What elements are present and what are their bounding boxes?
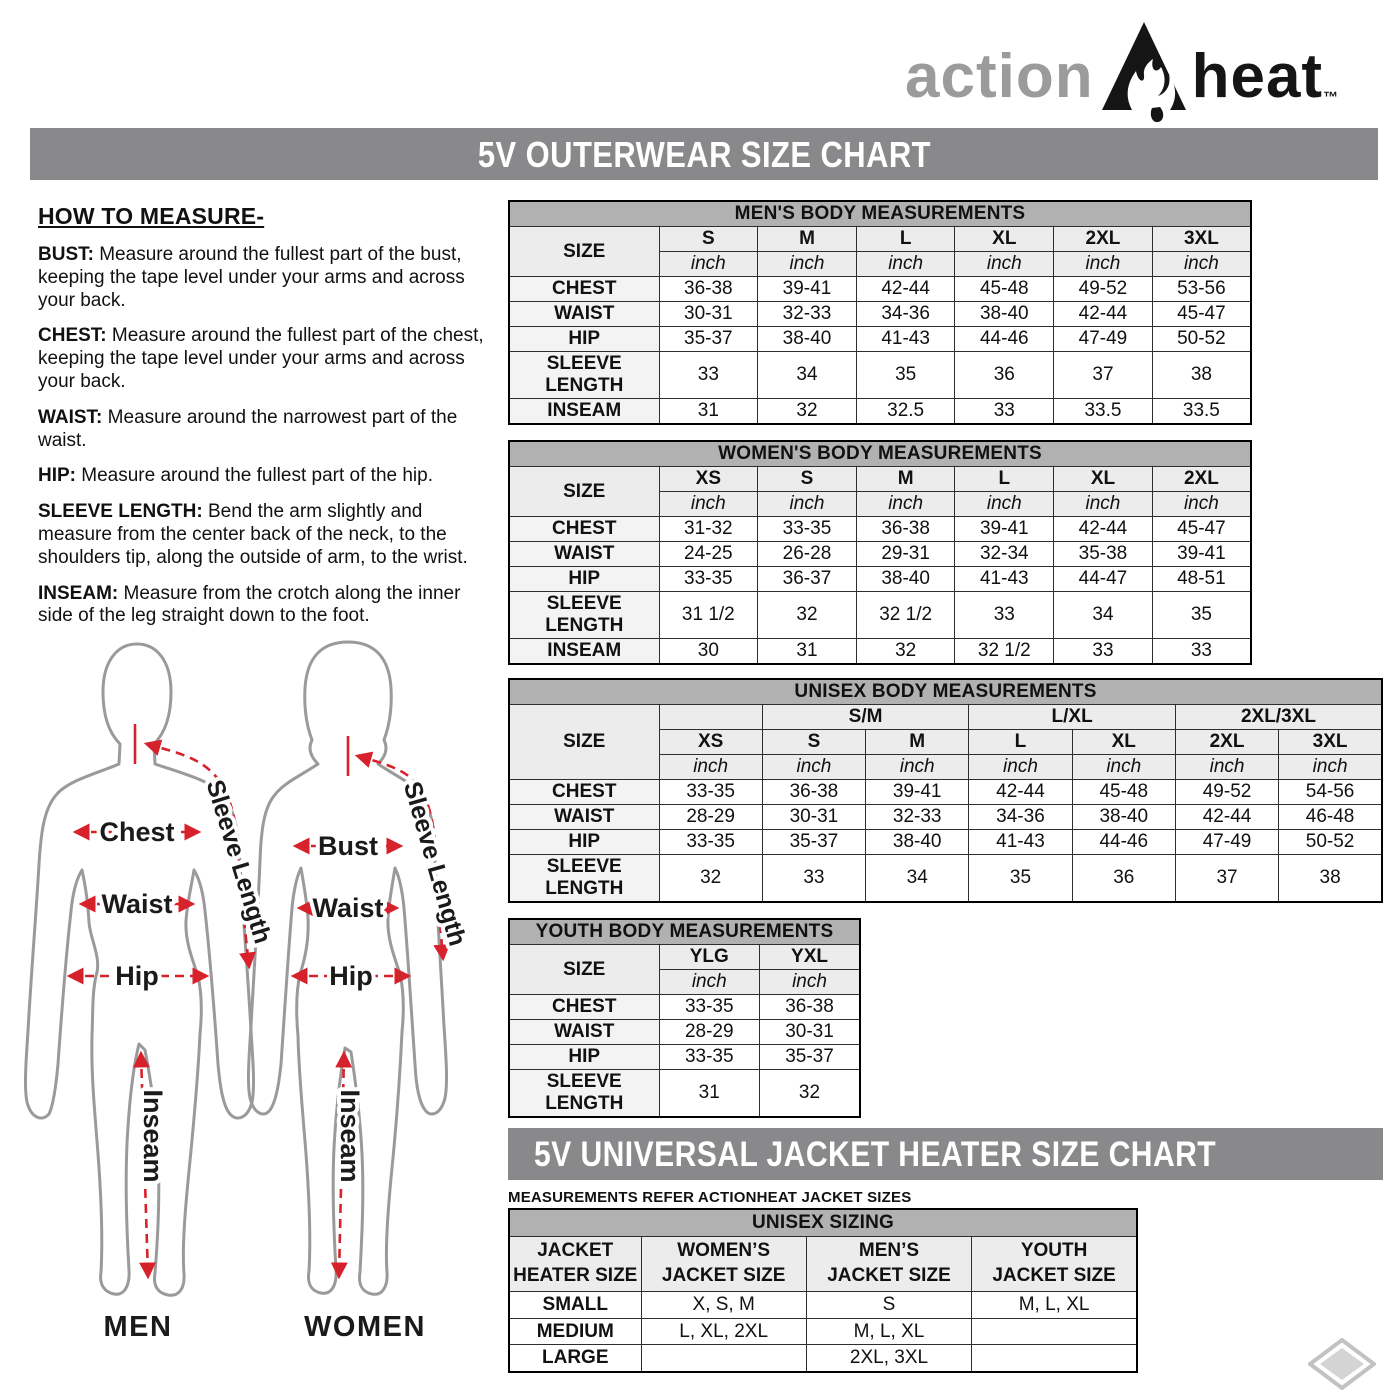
flame-triangle-icon bbox=[1098, 22, 1190, 126]
table-cell-size: XS bbox=[659, 730, 762, 755]
table-cell-val: 33-35 bbox=[758, 517, 857, 542]
table-cell-val: 49-52 bbox=[1175, 780, 1278, 805]
table-cell-unit: inch bbox=[659, 755, 762, 780]
table-cell-val: 35 bbox=[856, 352, 955, 399]
table-cell-rowlabel: SLEEVE LENGTH bbox=[509, 1070, 659, 1118]
table-cell-val: 45-47 bbox=[1152, 517, 1251, 542]
table-cell-rowlabel: SLEEVE LENGTH bbox=[509, 855, 659, 903]
table-cell-size: S bbox=[758, 467, 857, 492]
table-cell-val: 30 bbox=[659, 639, 758, 665]
table-cell-val: 24-25 bbox=[659, 542, 758, 567]
male-hip-label: Hip bbox=[115, 961, 159, 991]
table-cell-val: 34 bbox=[1054, 592, 1153, 639]
table-cell-val: 53-56 bbox=[1152, 277, 1251, 302]
table-cell-size: 2XL bbox=[1152, 467, 1251, 492]
table-cell-unit: inch bbox=[969, 755, 1072, 780]
table-cell-unit: inch bbox=[659, 252, 758, 277]
table-cell-rowlabel: WAIST bbox=[509, 302, 659, 327]
table-cell-val: 33-35 bbox=[659, 995, 760, 1020]
table-cell-val: 38-40 bbox=[856, 567, 955, 592]
table-cell-val: 45-48 bbox=[955, 277, 1054, 302]
table-cell-title: MEN'S BODY MEASUREMENTS bbox=[509, 201, 1251, 227]
measure-text: Measure around the fullest part of the bust, keeping the tape level under your arms and across your back. bbox=[38, 244, 465, 311]
table-cell-val: X, S, M bbox=[641, 1292, 806, 1319]
table-cell-val: 34 bbox=[758, 352, 857, 399]
table-cell-size: M bbox=[758, 227, 857, 252]
table-cell-rowlabel: CHEST bbox=[509, 517, 659, 542]
table-cell-val: 32 bbox=[659, 855, 762, 903]
heater-chart-title: 5V UNIVERSAL JACKET HEATER SIZE CHART bbox=[534, 1135, 1217, 1174]
table-cell-val: 32 bbox=[760, 1070, 861, 1118]
table-cell-size: YXL bbox=[760, 945, 861, 970]
table-cell-rowlabel2: LARGE bbox=[509, 1345, 641, 1372]
measure-text: Measure around the fullest part of the hip. bbox=[76, 465, 433, 487]
table-cell-sizehead: SIZE bbox=[509, 945, 659, 995]
table-cell-val: 33-35 bbox=[659, 1045, 760, 1070]
table-cell-val: 31 1/2 bbox=[659, 592, 758, 639]
table-cell-rowlabel: WAIST bbox=[509, 805, 659, 830]
measure-term: CHEST: bbox=[38, 325, 107, 347]
heater-chart-note: MEASUREMENTS REFER ACTIONHEAT JACKET SIZES bbox=[508, 1189, 912, 1206]
table-cell-val: 31 bbox=[659, 399, 758, 425]
table-cell-val: 39-41 bbox=[758, 277, 857, 302]
table-cell-val: 38-40 bbox=[955, 302, 1054, 327]
table-cell-title: UNISEX SIZING bbox=[509, 1209, 1137, 1236]
table-cell-val: 36-38 bbox=[760, 995, 861, 1020]
table-cell-val: 39-41 bbox=[1152, 542, 1251, 567]
table-cell-val bbox=[972, 1345, 1137, 1372]
table-cell-val: 45-47 bbox=[1152, 302, 1251, 327]
heater-chart-banner bbox=[508, 1128, 1383, 1180]
table-cell-val: 41-43 bbox=[955, 567, 1054, 592]
table-cell-sizehead: SIZE bbox=[509, 227, 659, 277]
male-chest-label: Chest bbox=[99, 817, 175, 847]
table-cell-rowlabel: CHEST bbox=[509, 995, 659, 1020]
table-cell-val: 42-44 bbox=[1175, 805, 1278, 830]
table-cell-unit: inch bbox=[659, 492, 758, 517]
table-cell-val: L, XL, 2XL bbox=[641, 1318, 806, 1345]
table-cell-val: 37 bbox=[1175, 855, 1278, 903]
table-cell-unit: inch bbox=[758, 252, 857, 277]
table-cell-unit: inch bbox=[1152, 492, 1251, 517]
table-cell-val: 2XL, 3XL bbox=[806, 1345, 971, 1372]
womens-measurements-table bbox=[508, 440, 1252, 661]
table-cell-val: 32 1/2 bbox=[856, 592, 955, 639]
table-cell-val: 34-36 bbox=[856, 302, 955, 327]
table-cell-unit: inch bbox=[659, 970, 760, 995]
table-cell-val: 33-35 bbox=[659, 567, 758, 592]
table-cell-val: 32-33 bbox=[758, 302, 857, 327]
table-cell-val: 47-49 bbox=[1175, 830, 1278, 855]
table-cell-unit: inch bbox=[1152, 252, 1251, 277]
table-cell-unit: inch bbox=[955, 492, 1054, 517]
table-cell-val: M, L, XL bbox=[806, 1318, 971, 1345]
female-inseam-label: Inseam bbox=[335, 1089, 365, 1183]
table-cell-size: XL bbox=[955, 227, 1054, 252]
table-cell-rowlabel: CHEST bbox=[509, 277, 659, 302]
measure-item-sleeve bbox=[38, 501, 494, 569]
table-cell-val: 33-35 bbox=[659, 780, 762, 805]
table-cell-val: 33 bbox=[1152, 639, 1251, 665]
unisex-measurements-table bbox=[508, 678, 1383, 899]
unisex-sizing-table bbox=[508, 1208, 1138, 1373]
table-cell-val: 32 bbox=[758, 399, 857, 425]
table-cell-val: 47-49 bbox=[1054, 327, 1153, 352]
brand-logo bbox=[905, 20, 1365, 120]
table-cell-val: 34-36 bbox=[969, 805, 1072, 830]
table-cell-unit: inch bbox=[866, 755, 969, 780]
male-sleeve-label: Sleeve Length bbox=[200, 776, 277, 947]
table-cell-val: 32 bbox=[856, 639, 955, 665]
brand-logo-action-text: action bbox=[905, 42, 1094, 111]
table-cell-val: 33 bbox=[955, 399, 1054, 425]
table-cell-unit: inch bbox=[955, 252, 1054, 277]
female-waist-label: Waist bbox=[312, 893, 384, 923]
table-cell-size: 2XL bbox=[1054, 227, 1153, 252]
table-cell-val: 48-51 bbox=[1152, 567, 1251, 592]
table-cell-val: 35-38 bbox=[1054, 542, 1153, 567]
table-cell-val: 32-33 bbox=[866, 805, 969, 830]
measure-term: WAIST: bbox=[38, 406, 103, 428]
table-cell-val: 38 bbox=[1279, 855, 1382, 903]
table-cell-val bbox=[641, 1345, 806, 1372]
table-cell-val: 29-31 bbox=[856, 542, 955, 567]
table-cell-val: 36-38 bbox=[659, 277, 758, 302]
table-cell-size: L bbox=[856, 227, 955, 252]
table-cell-val: 31 bbox=[758, 639, 857, 665]
page-title: 5V OUTERWEAR SIZE CHART bbox=[477, 134, 931, 175]
table-cell-sizehead: SIZE bbox=[509, 705, 659, 780]
table-cell-val: 30-31 bbox=[659, 302, 758, 327]
table-cell-val: 42-44 bbox=[1054, 517, 1153, 542]
table-cell-colhead: JACKET HEATER SIZE bbox=[509, 1236, 641, 1292]
table-cell-size: XL bbox=[1072, 730, 1175, 755]
table-cell-unit: inch bbox=[1054, 492, 1153, 517]
measure-term: SLEEVE LENGTH: bbox=[38, 501, 203, 523]
table-cell-rowlabel: HIP bbox=[509, 327, 659, 352]
table-cell-val: 36 bbox=[1072, 855, 1175, 903]
female-sleeve-label: Sleeve Length bbox=[397, 778, 472, 950]
table-cell-unit: inch bbox=[1072, 755, 1175, 780]
table-cell-rowlabel: HIP bbox=[509, 1045, 659, 1070]
table-cell-val: 38 bbox=[1152, 352, 1251, 399]
table-cell-unit: inch bbox=[1054, 252, 1153, 277]
table-cell-val: 33 bbox=[955, 592, 1054, 639]
table-cell-val: 32 bbox=[758, 592, 857, 639]
table-cell-val: 42-44 bbox=[1054, 302, 1153, 327]
table-cell-val: 38-40 bbox=[758, 327, 857, 352]
table-cell-val: 44-46 bbox=[955, 327, 1054, 352]
table-cell-unit: inch bbox=[762, 755, 865, 780]
measure-item-waist bbox=[38, 407, 494, 453]
table-cell-sizehead: SIZE bbox=[509, 467, 659, 517]
measure-item-inseam bbox=[38, 583, 494, 629]
table-cell-val: 28-29 bbox=[659, 1020, 760, 1045]
men-caption: MEN bbox=[103, 1311, 173, 1343]
table-cell-unit: inch bbox=[758, 492, 857, 517]
table-cell-size: S bbox=[659, 227, 758, 252]
measure-term: BUST: bbox=[38, 244, 94, 265]
measure-item-hip bbox=[38, 465, 494, 488]
table-cell-val: 33.5 bbox=[1152, 399, 1251, 425]
table-cell-val: 28-29 bbox=[659, 805, 762, 830]
table-cell-val: 42-44 bbox=[969, 780, 1072, 805]
table-cell-rowlabel: SLEEVE LENGTH bbox=[509, 592, 659, 639]
women-caption: WOMEN bbox=[304, 1311, 426, 1343]
trademark-symbol: ™ bbox=[1323, 89, 1339, 106]
measure-text: Bend the arm slightly and measure from the center back of the neck, to the shoulders tip, along the outside of arm, to the wrist. bbox=[38, 501, 468, 568]
mens-measurements-table bbox=[508, 200, 1252, 421]
table-cell-val: 41-43 bbox=[969, 830, 1072, 855]
measure-text: Measure around the narrowest part of the waist. bbox=[38, 406, 458, 451]
table-cell-unit: inch bbox=[856, 492, 955, 517]
table-cell-rowlabel2: MEDIUM bbox=[509, 1318, 641, 1345]
table-cell-val: S bbox=[806, 1292, 971, 1319]
table-cell-val: 30-31 bbox=[762, 805, 865, 830]
measure-text: Measure around the fullest part of the chest, keeping the tape level under your arms and across your back. bbox=[38, 325, 484, 392]
table-cell-val: 35-37 bbox=[659, 327, 758, 352]
table-cell-unit: inch bbox=[1175, 755, 1278, 780]
table-cell-colhead: MEN’S JACKET SIZE bbox=[806, 1236, 971, 1292]
table-cell-rowlabel2: SMALL bbox=[509, 1292, 641, 1319]
table-cell-val: M, L, XL bbox=[972, 1292, 1137, 1319]
table-cell-title: YOUTH BODY MEASUREMENTS bbox=[509, 919, 860, 945]
table-cell-val: 31-32 bbox=[659, 517, 758, 542]
table-cell-val: 33.5 bbox=[1054, 399, 1153, 425]
table-cell-colhead: WOMEN’S JACKET SIZE bbox=[641, 1236, 806, 1292]
table-cell-rowlabel: INSEAM bbox=[509, 399, 659, 425]
table-cell-unit: inch bbox=[760, 970, 861, 995]
corner-diamond-mark bbox=[1308, 1338, 1376, 1390]
table-cell-size: S bbox=[762, 730, 865, 755]
how-to-measure-heading: HOW TO MEASURE- bbox=[38, 203, 265, 229]
table-cell-rowlabel: HIP bbox=[509, 567, 659, 592]
table-cell-val: 46-48 bbox=[1279, 805, 1382, 830]
male-inseam-label: Inseam bbox=[138, 1089, 168, 1183]
table-cell-val: 39-41 bbox=[866, 780, 969, 805]
table-cell-title: UNISEX BODY MEASUREMENTS bbox=[509, 679, 1382, 705]
table-cell-val: 42-44 bbox=[856, 277, 955, 302]
brand-logo-heat-text: heat bbox=[1191, 42, 1324, 111]
table-cell-val: 38-40 bbox=[1072, 805, 1175, 830]
table-cell-colhead: YOUTH JACKET SIZE bbox=[972, 1236, 1137, 1292]
table-cell-group: 2XL/3XL bbox=[1175, 705, 1382, 730]
table-cell-rowlabel: WAIST bbox=[509, 1020, 659, 1045]
table-cell-val: 50-52 bbox=[1152, 327, 1251, 352]
table-cell-size: XS bbox=[659, 467, 758, 492]
measure-term: HIP: bbox=[38, 465, 76, 487]
table-cell-val: 33 bbox=[1054, 639, 1153, 665]
table-cell-rowlabel: CHEST bbox=[509, 780, 659, 805]
table-cell-val: 30-31 bbox=[760, 1020, 861, 1045]
table-cell-val: 36-38 bbox=[762, 780, 865, 805]
table-cell-rowlabel: WAIST bbox=[509, 542, 659, 567]
table-cell-title: WOMEN'S BODY MEASUREMENTS bbox=[509, 441, 1251, 467]
measure-item-bust bbox=[38, 244, 494, 312]
table-cell-val: 35 bbox=[1152, 592, 1251, 639]
table-cell-rowlabel: SLEEVE LENGTH bbox=[509, 352, 659, 399]
body-silhouettes bbox=[18, 636, 498, 1356]
table-cell-group: S/M bbox=[762, 705, 969, 730]
table-cell-unit: inch bbox=[856, 252, 955, 277]
table-cell-val: 38-40 bbox=[866, 830, 969, 855]
table-cell-size: M bbox=[856, 467, 955, 492]
female-bust-label: Bust bbox=[318, 831, 378, 861]
table-cell-val: 32 1/2 bbox=[955, 639, 1054, 665]
female-hip-label: Hip bbox=[329, 961, 373, 991]
table-cell-rowlabel: INSEAM bbox=[509, 639, 659, 665]
table-cell-val: 32-34 bbox=[955, 542, 1054, 567]
table-cell-group: L/XL bbox=[969, 705, 1176, 730]
table-cell-val: 33 bbox=[762, 855, 865, 903]
table-cell-size: 3XL bbox=[1279, 730, 1382, 755]
table-cell-val: 35-37 bbox=[760, 1045, 861, 1070]
table-cell-val: 54-56 bbox=[1279, 780, 1382, 805]
table-cell-val: 36-37 bbox=[758, 567, 857, 592]
table-cell-val: 45-48 bbox=[1072, 780, 1175, 805]
table-cell-val: 33-35 bbox=[659, 830, 762, 855]
measurement-figure bbox=[18, 636, 498, 1356]
table-cell-val: 44-46 bbox=[1072, 830, 1175, 855]
table-cell-val: 50-52 bbox=[1279, 830, 1382, 855]
table-cell-val: 49-52 bbox=[1054, 277, 1153, 302]
measure-text: Measure from the crotch along the inner side of the leg straight down to the foot. bbox=[38, 582, 461, 627]
table-cell-size: 3XL bbox=[1152, 227, 1251, 252]
table-cell-val: 37 bbox=[1054, 352, 1153, 399]
table-cell-size: L bbox=[969, 730, 1072, 755]
table-cell-group bbox=[659, 705, 762, 730]
table-cell-size: XL bbox=[1054, 467, 1153, 492]
table-cell-val: 26-28 bbox=[758, 542, 857, 567]
table-cell-unit: inch bbox=[1279, 755, 1382, 780]
table-cell-size: L bbox=[955, 467, 1054, 492]
table-cell-val: 35 bbox=[969, 855, 1072, 903]
male-waist-label: Waist bbox=[101, 889, 173, 919]
table-cell-size: M bbox=[866, 730, 969, 755]
table-cell-val: 31 bbox=[659, 1070, 760, 1118]
table-cell-val: 36-38 bbox=[856, 517, 955, 542]
youth-measurements-table bbox=[508, 918, 861, 1114]
table-cell-val: 39-41 bbox=[955, 517, 1054, 542]
table-cell-size: YLG bbox=[659, 945, 760, 970]
measure-term: INSEAM: bbox=[38, 582, 119, 604]
table-cell-val bbox=[972, 1318, 1137, 1345]
table-cell-rowlabel: HIP bbox=[509, 830, 659, 855]
table-cell-val: 35-37 bbox=[762, 830, 865, 855]
page-title-banner bbox=[30, 128, 1378, 180]
table-cell-val: 44-47 bbox=[1054, 567, 1153, 592]
table-cell-val: 33 bbox=[659, 352, 758, 399]
measure-item-chest bbox=[38, 325, 494, 393]
table-cell-val: 41-43 bbox=[856, 327, 955, 352]
table-cell-size: 2XL bbox=[1175, 730, 1278, 755]
table-cell-val: 36 bbox=[955, 352, 1054, 399]
table-cell-val: 32.5 bbox=[856, 399, 955, 425]
how-to-measure-section bbox=[38, 203, 494, 641]
table-cell-val: 34 bbox=[866, 855, 969, 903]
